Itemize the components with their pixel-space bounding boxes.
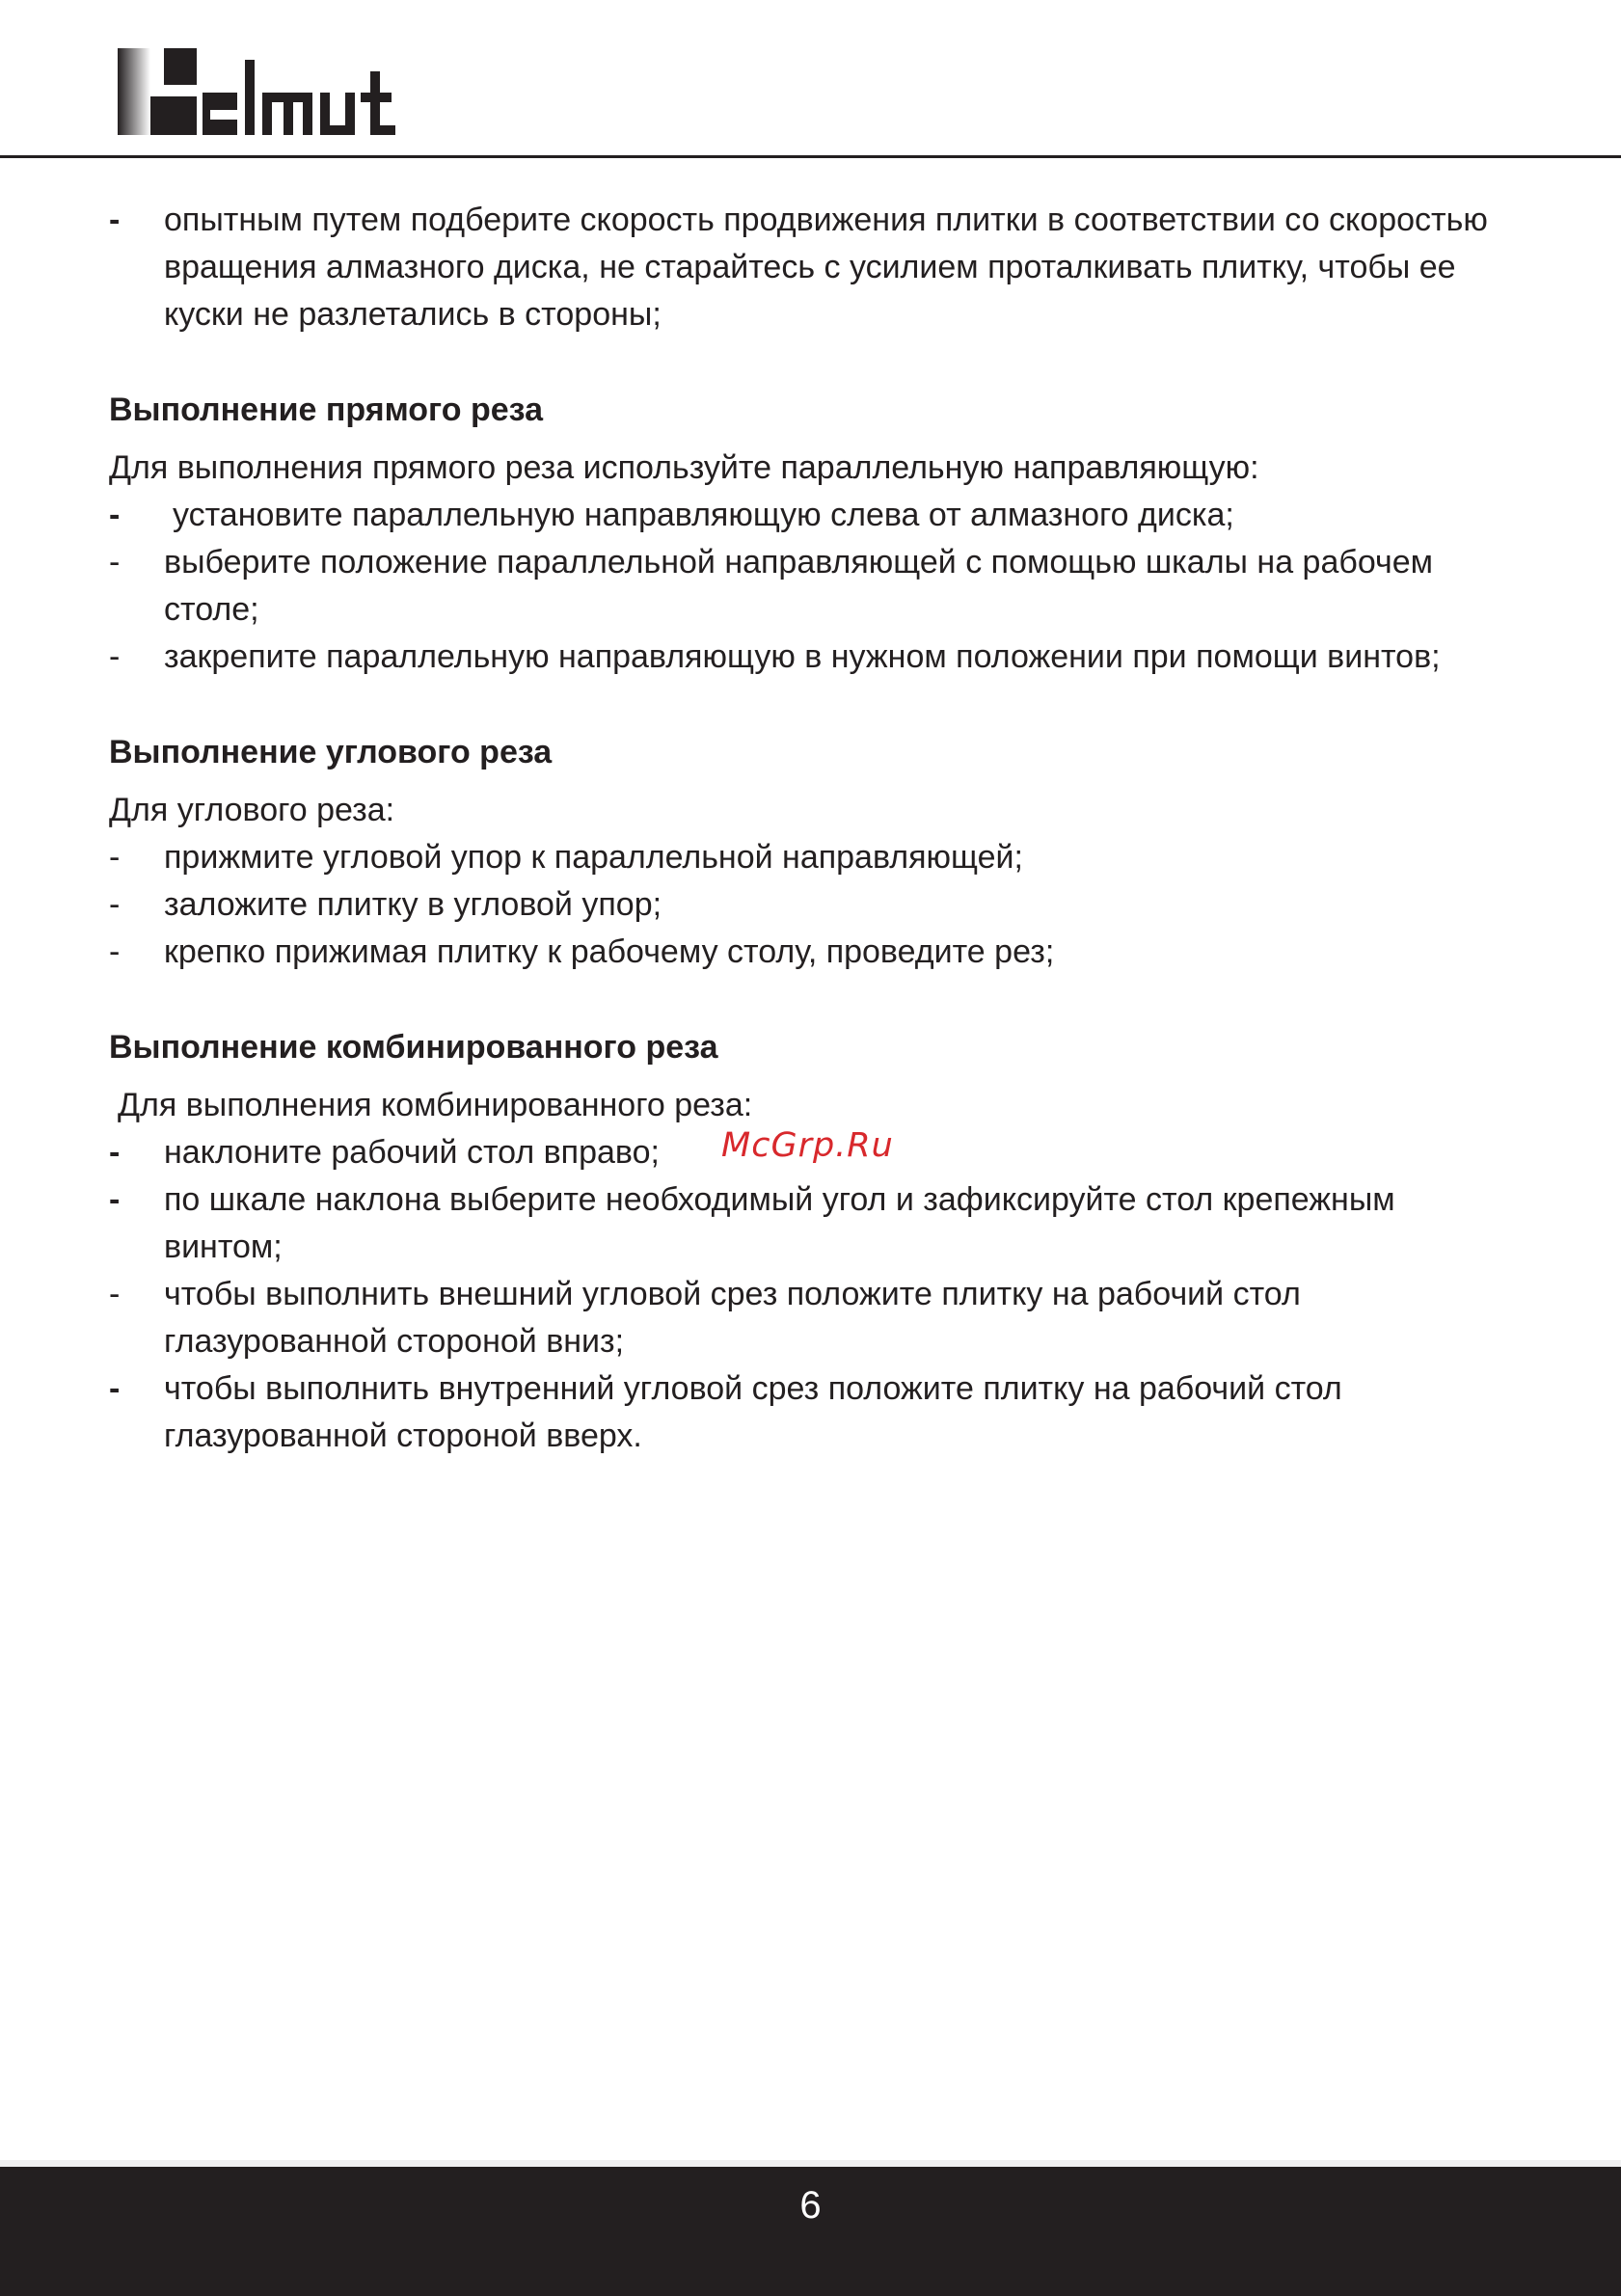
bullet-dash: - [109,497,121,533]
watermark: McGrp.Ru [721,1126,894,1165]
bullet-dash: - [109,638,121,675]
helmut-logo-graphic [114,46,413,138]
bullet-dash: - [109,1181,121,1218]
list-item [109,197,1517,338]
list-item [109,1271,1517,1365]
list-item-text: прижмите угловой упор к параллельной направляющей; [164,839,1023,876]
list-item-text: установите параллельную направляющую слева от алмазного диска; [173,497,1234,533]
list-item-text: закрепите параллельную направляющую в нужном положении при помощи винтов; [164,638,1441,675]
list-item [109,881,1517,929]
bullet-dash: - [109,839,121,876]
list-item [109,539,1517,634]
bullet-dash: - [109,886,121,923]
page-footer [0,2167,1621,2296]
bullet-dash: - [109,1370,121,1407]
list-item [109,492,1517,539]
list-item [109,834,1517,881]
list-item-text: чтобы выполнить внутренний угловой срез положите плитку на рабочий стол глазурованной стороной вверх. [164,1370,1342,1454]
bullet-dash: - [109,1134,121,1171]
footer-shade [0,2160,1621,2167]
page-header [0,0,1621,159]
document-body [109,197,1517,1460]
list-item [109,929,1517,976]
list-item-text: по шкале наклона выберите необходимый угол и зафиксируйте стол крепежным винтом; [164,1181,1395,1265]
brand-logo [114,46,413,138]
list-item-text: выберите положение параллельной направляющей с помощью шкалы на рабочем столе; [164,544,1434,628]
list-item [109,634,1517,681]
bullet-dash: - [109,1276,121,1312]
list-item-text: заложите плитку в угловой упор; [164,886,662,923]
section-heading-combined-cut: Выполнение комбинированного реза [109,1029,718,1066]
list-item-text: крепко прижимая плитку к рабочему столу, проведите рез; [164,933,1055,970]
section-lead: Для выполнения прямого реза используйте параллельную направляющую: [109,449,1259,486]
section-heading-straight-cut: Выполнение прямого реза [109,392,544,428]
bullet-dash: - [109,202,121,238]
list-item-text: наклоните рабочий стол вправо; [164,1134,660,1171]
section-lead: Для выполнения комбинированного реза: [118,1087,753,1123]
bullet-dash: - [109,544,121,581]
list-item-text: опытным путем подберите скорость продвижения плитки в соответствии со скоростью вращения алмазного диска, не старайтесь с усилием проталкивать плитку, чтобы ее куски не разлетались в стороны; [164,202,1488,333]
list-item [109,1176,1517,1271]
section-lead: Для углового реза: [109,792,395,828]
list-item [109,1365,1517,1460]
list-item-text: чтобы выполнить внешний угловой срез положите плитку на рабочий стол глазурованной стороной вниз; [164,1276,1301,1360]
bullet-dash: - [109,933,121,970]
page-number: 6 [799,2184,822,2227]
section-heading-angle-cut: Выполнение углового реза [109,734,553,770]
header-rule [0,155,1621,158]
